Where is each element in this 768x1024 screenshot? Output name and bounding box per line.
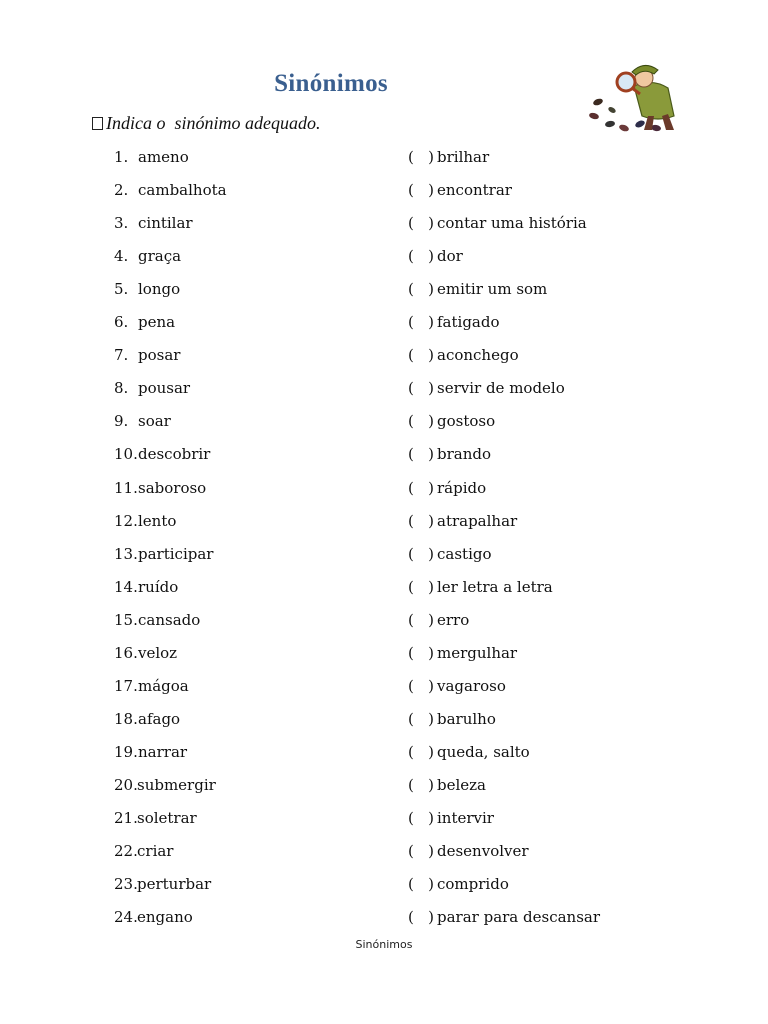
item-number: 9. (114, 412, 129, 431)
answer-blank[interactable]: ( ) (408, 280, 435, 299)
list-item (0, 407, 768, 435)
item-synonym: dor (437, 247, 463, 266)
list-item (0, 341, 768, 369)
answer-blank[interactable]: ( ) (408, 313, 435, 332)
answer-blank[interactable]: ( ) (408, 445, 435, 464)
list-item (0, 440, 768, 468)
item-word: participar (138, 544, 214, 563)
item-synonym: rápido (437, 478, 487, 497)
list-item (0, 275, 768, 303)
item-number: 11. (114, 478, 138, 497)
item-synonym: encontrar (437, 181, 512, 200)
answer-blank[interactable]: ( ) (408, 610, 435, 629)
item-synonym: erro (437, 610, 470, 629)
item-word: engano (137, 908, 193, 927)
item-number: 1. (114, 148, 129, 166)
list-item (0, 507, 768, 535)
item-number: 2. (114, 181, 129, 200)
list-item (0, 738, 768, 766)
item-synonym: comprido (437, 875, 509, 894)
answer-blank[interactable]: ( ) (408, 775, 435, 794)
answer-blank[interactable]: ( ) (408, 742, 435, 761)
item-word: criar (137, 842, 174, 861)
list-item (0, 672, 768, 700)
answer-blank[interactable]: ( ) (408, 908, 435, 927)
item-number: 23. (114, 875, 138, 894)
item-synonym: brando (437, 445, 492, 464)
answer-blank[interactable]: ( ) (408, 478, 435, 497)
item-word: soletrar (137, 809, 197, 827)
list-item (0, 374, 768, 402)
answer-blank[interactable]: ( ) (408, 643, 435, 662)
answer-blank[interactable]: ( ) (408, 214, 435, 233)
item-word: submergir (137, 775, 216, 794)
list-item (0, 837, 768, 865)
list-item (0, 573, 768, 601)
list-item (0, 804, 768, 832)
item-synonym: beleza (437, 775, 486, 794)
answer-blank[interactable]: ( ) (408, 346, 435, 365)
item-word: ruído (138, 577, 179, 596)
item-number: 16. (114, 643, 138, 662)
item-synonym: fatigado (437, 313, 500, 332)
list-item (0, 771, 768, 799)
answer-blank[interactable]: ( ) (408, 511, 435, 530)
list-item (0, 308, 768, 336)
item-number: 21. (114, 809, 138, 827)
item-synonym: parar para descansar (437, 908, 601, 927)
item-word: cambalhota (138, 181, 227, 200)
list-item (0, 143, 768, 171)
item-number: 13. (114, 544, 138, 563)
item-number: 3. (114, 214, 129, 233)
list-item (0, 176, 768, 204)
answer-blank[interactable]: ( ) (408, 181, 435, 200)
answer-blank[interactable]: ( ) (408, 577, 435, 596)
list-item (0, 242, 768, 270)
item-synonym: contar uma história (437, 214, 587, 233)
item-word: narrar (138, 742, 188, 761)
item-synonym: vagaroso (437, 676, 506, 695)
item-synonym: servir de modelo (437, 379, 565, 398)
answer-blank[interactable]: ( ) (408, 544, 435, 563)
item-word: pena (138, 313, 176, 332)
answer-blank[interactable]: ( ) (408, 709, 435, 728)
item-synonym: queda, salto (437, 742, 530, 761)
item-number: 15. (114, 610, 138, 629)
item-number: 24. (114, 908, 138, 927)
item-synonym: emitir um som (437, 280, 548, 299)
answer-blank[interactable]: ( ) (408, 247, 435, 266)
item-synonym: desenvolver (437, 842, 529, 861)
list-item (0, 639, 768, 667)
item-word: cansado (138, 610, 201, 629)
item-number: 22. (114, 842, 138, 861)
item-number: 7. (114, 346, 129, 365)
item-number: 5. (114, 280, 129, 299)
list-item (0, 903, 768, 931)
item-word: longo (138, 280, 181, 299)
item-synonym: brilhar (437, 148, 490, 166)
item-number: 6. (114, 313, 129, 332)
item-word: lento (138, 511, 177, 530)
item-number: 4. (114, 247, 129, 266)
answer-blank[interactable]: ( ) (408, 379, 435, 398)
instruction (92, 113, 320, 134)
answer-blank[interactable]: ( ) (408, 842, 435, 861)
item-synonym: castigo (437, 544, 492, 563)
item-synonym: barulho (437, 709, 496, 728)
list-item (0, 705, 768, 733)
item-word: pousar (138, 379, 191, 398)
answer-blank[interactable]: ( ) (408, 412, 435, 431)
page-footer: Sinónimos (355, 938, 413, 951)
item-number: 8. (114, 379, 129, 398)
item-word: mágoa (138, 676, 189, 695)
item-synonym: gostoso (437, 412, 496, 431)
detective-icon (582, 58, 692, 136)
list-item (0, 474, 768, 502)
item-number: 19. (114, 742, 138, 761)
item-word: afago (138, 709, 181, 728)
item-word: descobrir (138, 445, 211, 464)
item-word: ameno (138, 148, 189, 166)
item-number: 18. (114, 709, 138, 728)
list-item (0, 540, 768, 568)
item-number: 20. (114, 775, 138, 794)
item-synonym: aconchego (437, 346, 519, 365)
item-number: 10. (114, 445, 138, 464)
item-word: veloz (138, 643, 178, 662)
item-word: graça (138, 247, 182, 266)
item-synonym: ler letra a letra (437, 577, 553, 596)
item-number: 12. (114, 511, 138, 530)
item-word: cintilar (138, 214, 193, 233)
item-word: soar (138, 412, 171, 431)
item-word: perturbar (137, 875, 212, 894)
item-number: 17. (114, 676, 138, 695)
item-word: posar (138, 346, 181, 365)
page-title: Sinónimos (274, 70, 388, 97)
answer-blank[interactable]: ( ) (408, 875, 435, 894)
checkbox-icon (92, 117, 103, 130)
list-item (0, 209, 768, 237)
answer-blank[interactable]: ( ) (408, 809, 435, 827)
instruction-text: Indica o sinónimo adequado. (106, 113, 321, 133)
item-synonym: mergulhar (437, 643, 518, 662)
answer-blank[interactable]: ( ) (408, 148, 435, 166)
item-word: saboroso (138, 478, 207, 497)
answer-blank[interactable]: ( ) (408, 676, 435, 695)
item-synonym: intervir (437, 809, 494, 827)
item-synonym: atrapalhar (437, 511, 518, 530)
list-item (0, 870, 768, 898)
item-number: 14. (114, 577, 138, 596)
list-item (0, 606, 768, 634)
